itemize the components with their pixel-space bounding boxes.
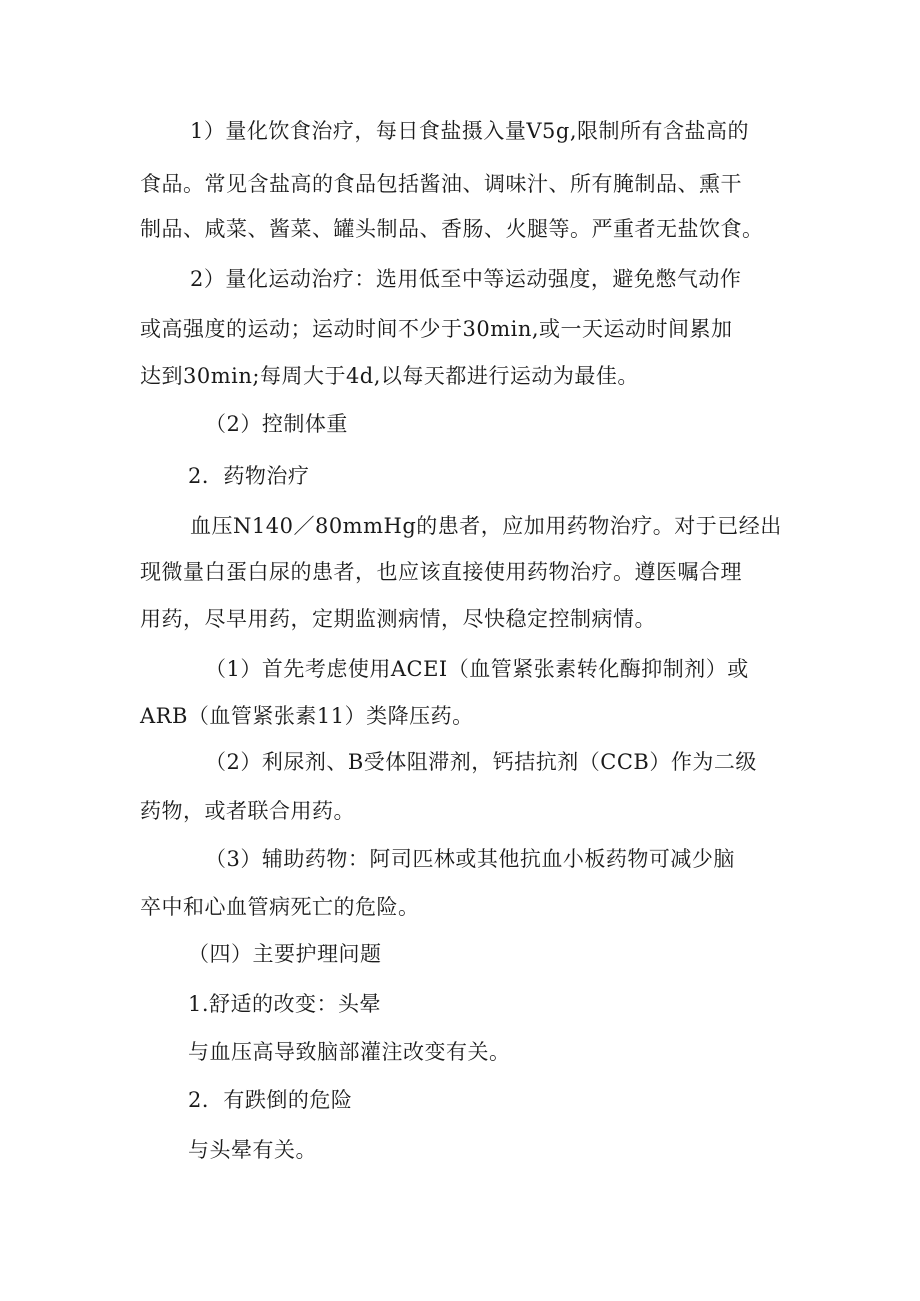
section-heading-drug-therapy: 2．药物治疗: [188, 464, 310, 488]
text-line-11: 用药，尽早用药，定期监测病情，尽快稳定控制病情。: [140, 607, 656, 631]
item-heading-comfort-change: 1.舒适的改变：头晕: [188, 992, 382, 1016]
text-line-6: 达到30min;每周大于4d,以每天都进行运动为最佳。: [140, 364, 639, 388]
text-line-20: 与血压高导致脑部灌注改变有关。: [188, 1040, 511, 1064]
text-line-4: 2）量化运动治疗：选用低至中等运动强度，避免憋气动作: [190, 267, 742, 291]
text-line-12: （1）首先考虑使用ACEI（血管紧张素转化酶抑制剂）或: [205, 657, 749, 681]
text-line-14: （2）利尿剂、B受体阻滞剂，钙拮抗剂（CCB）作为二级: [205, 750, 757, 774]
text-line-1: 1）量化饮食治疗，每日食盐摄入量V5g,限制所有含盐高的: [190, 119, 750, 143]
text-line-9: 血压N140／80mmHg的患者，应加用药物治疗。对于已经出: [190, 514, 782, 538]
text-line-13: ARB（血管紧张素11）类降压药。: [140, 704, 474, 728]
text-line-16: （3）辅助药物：阿司匹林或其他抗血小板药物可减少脑: [205, 847, 735, 871]
subheading-control-weight: （2）控制体重: [205, 412, 348, 436]
text-line-3: 制品、咸菜、酱菜、罐头制品、香肠、火腿等。严重者无盐饮食。: [140, 217, 764, 241]
item-heading-fall-risk: 2．有跌倒的危险: [188, 1088, 353, 1112]
text-line-5: 或高强度的运动；运动时间不少于30min,或一天运动时间累加: [140, 317, 733, 341]
text-line-10: 现微量白蛋白尿的患者，也应该直接使用药物治疗。遵医嘱合理: [140, 560, 742, 584]
text-line-2: 食品。常见含盐高的食品包括酱油、调味汁、所有腌制品、熏干: [140, 172, 742, 196]
text-line-17: 卒中和心血管病死亡的危险。: [140, 895, 420, 919]
section-heading-nursing-problems: （四）主要护理问题: [188, 942, 382, 966]
text-line-15: 药物，或者联合用药。: [140, 799, 355, 823]
text-line-22: 与头晕有关。: [188, 1138, 317, 1162]
